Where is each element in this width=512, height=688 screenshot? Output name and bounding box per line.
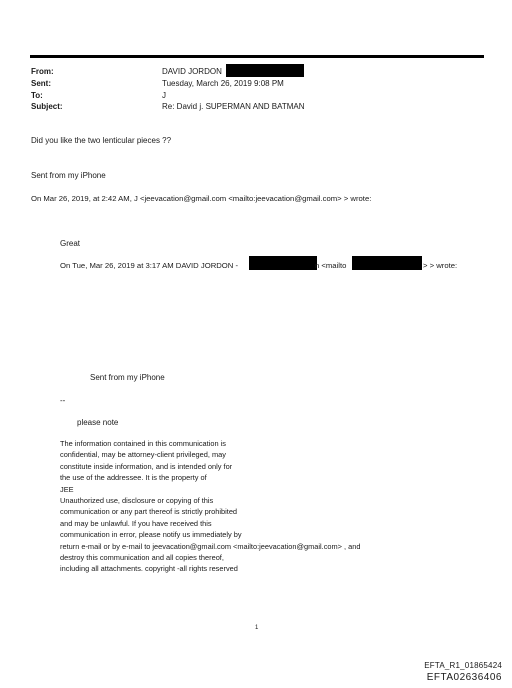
sent-from-iphone: Sent from my iPhone xyxy=(31,171,106,180)
disclaimer-line: return e-mail or by e-mail to jeevacation@gmail.com <mailto:jeevacation@gmail.com> , and xyxy=(60,541,361,551)
header-rule xyxy=(30,55,484,58)
disclaimer-line: the use of the addressee. It is the property of xyxy=(60,473,207,483)
disclaimer-line: Unauthorized use, disclosure or copying of this xyxy=(60,496,214,506)
disclaimer-line: The information contained in this communication is xyxy=(60,439,226,448)
quoted-header-1: On Mar 26, 2019, at 2:42 AM, J <jeevacation@gmail.com <mailto:jeevacation@gmail.com> > wrote: xyxy=(31,194,372,203)
quoted-header-2: On Tue, Mar 26, 2019 at 3:17 AM DAVID JORDON - xyxy=(60,261,239,270)
disclaimer-line: including all attachments. copyright -all rights reserved xyxy=(60,564,238,574)
disclaimer-line: JEE xyxy=(60,484,74,494)
to-value: J xyxy=(162,91,166,100)
confidentiality-disclaimer xyxy=(60,438,460,575)
body-line-1: Did you like the two lenticular pieces ?? xyxy=(31,136,172,145)
to-label: To: xyxy=(31,91,43,100)
sent-from-iphone-2: Sent from my iPhone xyxy=(90,373,165,382)
quoted-header-2-wrote: > > wrote: xyxy=(423,261,458,270)
subject-label: Subject: xyxy=(31,102,63,111)
from-label: From: xyxy=(31,67,54,76)
disclaimer-line: communication in error, please notify us immediately by xyxy=(60,530,242,540)
disclaimer-line: and may be unlawful. If you have received this xyxy=(60,518,212,528)
signature-dashes: -- xyxy=(60,396,66,405)
bates-number-1: EFTA_R1_01865424 xyxy=(424,661,502,670)
disclaimer-line: confidential, may be attorney-client privileged, may xyxy=(60,450,226,460)
disclaimer-line: communication or any part thereof is strictly prohibited xyxy=(60,507,238,517)
reply-great: Great xyxy=(60,239,81,248)
page-number: 1 xyxy=(255,625,259,631)
from-value: DAVID JORDON xyxy=(162,67,222,76)
bates-number-2: EFTA02636406 xyxy=(426,672,502,683)
disclaimer-line: constitute inside information, and is intended only for xyxy=(60,461,233,471)
subject-value: Re: David j. SUPERMAN AND BATMAN xyxy=(162,102,305,111)
sent-label: Sent: xyxy=(31,79,51,88)
sent-value: Tuesday, March 26, 2019 9:08 PM xyxy=(162,79,284,88)
please-note: please note xyxy=(77,418,119,427)
quoted-header-2-mailto: n <mailto xyxy=(315,261,347,270)
disclaimer-line: destroy this communication and all copies thereof, xyxy=(60,553,224,563)
redaction-box xyxy=(249,256,317,270)
redaction-box xyxy=(352,256,422,270)
redaction-box xyxy=(226,64,304,77)
